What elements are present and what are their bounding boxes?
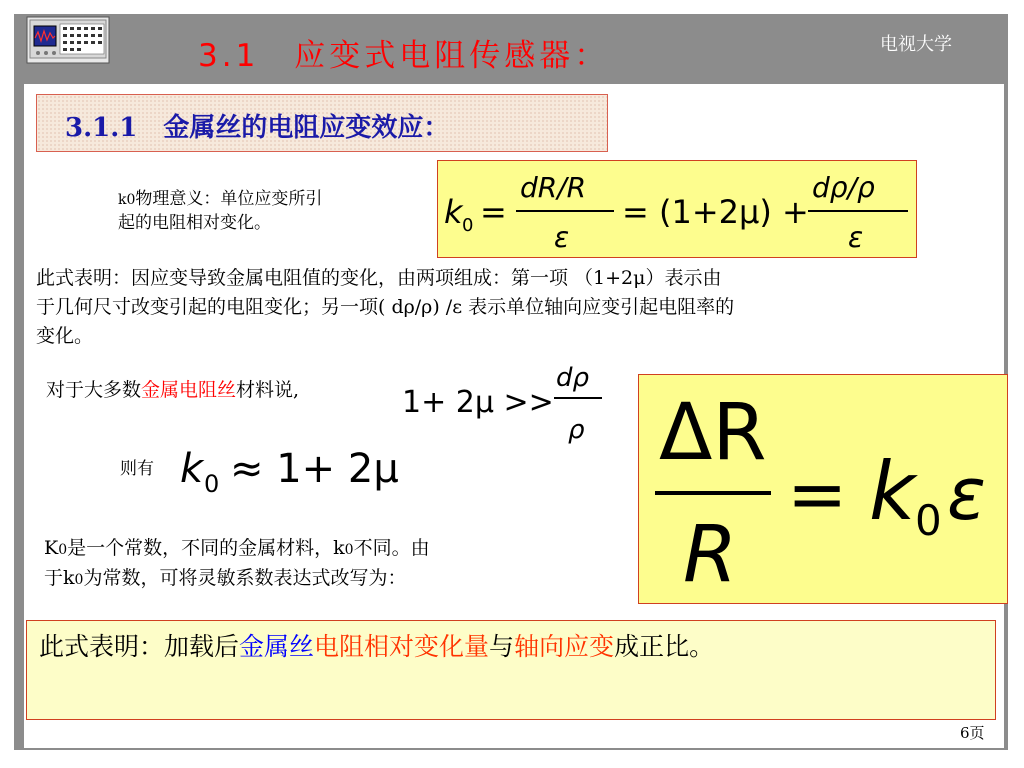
formula-relative-change-box <box>638 374 1008 604</box>
explanation-line3: 变化。 <box>36 325 94 347</box>
formula4-denominator: R <box>683 510 738 600</box>
formula3-k: k <box>180 446 204 492</box>
formula1-middle: = (1+2μ) + <box>622 193 809 231</box>
k0-note-line2: 起的电阻相对变化。 <box>118 213 271 233</box>
conclusion-suffix: 成正比。 <box>614 632 715 661</box>
formula3-k-subscript: 0 <box>204 470 220 498</box>
slide-title: 3.1 应变式电阻传感器： <box>198 38 610 74</box>
explanation-line1: 此式表明：因应变导致金属电阻值的变化，由两项组成：第一项 （1+2μ）表示由 <box>36 267 722 289</box>
constant-statement-line1 <box>44 534 584 564</box>
constant-text-d: 为常数，可将灵敏系数表达式改写为： <box>83 567 407 589</box>
explanation-line2: 于几何尺寸改变引起的电阻变化；另一项( dρ/ρ) /ε 表示单位轴向应变引起电阻率的 <box>36 296 735 318</box>
constant-statement-line2 <box>44 564 584 594</box>
formula2-lhs: 1+ 2μ >> <box>402 385 554 420</box>
k0-meaning-note <box>118 188 408 235</box>
school-label: 电视大学 <box>880 34 952 55</box>
formula-gauge-factor <box>438 161 916 257</box>
formula-approximation <box>178 440 428 500</box>
formula1-term2-denominator: ε <box>848 221 864 254</box>
formula1-equals: = <box>480 193 507 231</box>
formula1-term1-denominator: ε <box>554 221 570 254</box>
constant-text-b: 不同。由 <box>353 537 430 559</box>
formula4-numerator: ΔR <box>659 388 767 478</box>
formula-relative-change <box>639 375 1007 603</box>
metal-statement-suffix: 材料说, <box>236 379 300 401</box>
constant-text-c: 于k <box>44 567 75 589</box>
formula1-term2-numerator: dρ/ρ <box>812 171 875 204</box>
k0-subscript-b: 0 <box>344 542 354 558</box>
conclusion-and: 与 <box>489 632 515 661</box>
conclusion-metal-wire: 金属丝 <box>239 632 315 661</box>
conclusion-prefix: 此式表明：加载后 <box>39 632 240 661</box>
formula-gauge-factor-box <box>437 160 917 258</box>
explanation-paragraph <box>36 264 996 351</box>
subheading: 3.1.1 金属丝的电阻应变效应： <box>65 113 450 143</box>
formula4-epsilon: ε <box>947 452 986 536</box>
formula1-term1-numerator: dR/R <box>520 171 587 204</box>
formula2-denominator: ρ <box>568 415 585 445</box>
metal-statement-prefix: 对于大多数 <box>46 379 142 401</box>
then-label: 则有 <box>120 459 154 479</box>
formula-inequality <box>400 356 610 448</box>
formula4-k-subscript: 0 <box>915 496 942 545</box>
conclusion-box <box>26 620 996 720</box>
formula1-k-subscript: 0 <box>462 215 474 236</box>
formula4-equals: = <box>787 452 848 536</box>
formula2-numerator: dρ <box>556 363 590 393</box>
constant-statement <box>44 534 584 594</box>
conclusion-text <box>39 627 714 663</box>
page-number: 6页 <box>960 724 985 742</box>
subheading-box <box>36 94 608 152</box>
metal-wire-statement <box>46 376 299 405</box>
metal-wire-highlight: 金属电阻丝 <box>141 379 237 401</box>
k0-subscript-a: 0 <box>58 542 68 558</box>
k0-capital-k: K <box>44 537 59 559</box>
k0-note-line1: 物理意义：单位应变所引 <box>135 189 323 209</box>
conclusion-axial-strain: 轴向应变 <box>514 632 615 661</box>
formula4-k: k <box>869 445 916 538</box>
formula1-k: k <box>444 193 463 231</box>
conclusion-resistance-change: 电阻相对变化量 <box>314 632 490 661</box>
k0-symbol: k0 <box>118 192 136 208</box>
oscilloscope-icon <box>26 16 110 64</box>
k0-subscript-c: 0 <box>74 572 84 588</box>
formula3-rhs: ≈ 1+ 2μ <box>230 446 399 492</box>
constant-text-a: 是一个常数，不同的金属材料，k <box>67 537 345 559</box>
